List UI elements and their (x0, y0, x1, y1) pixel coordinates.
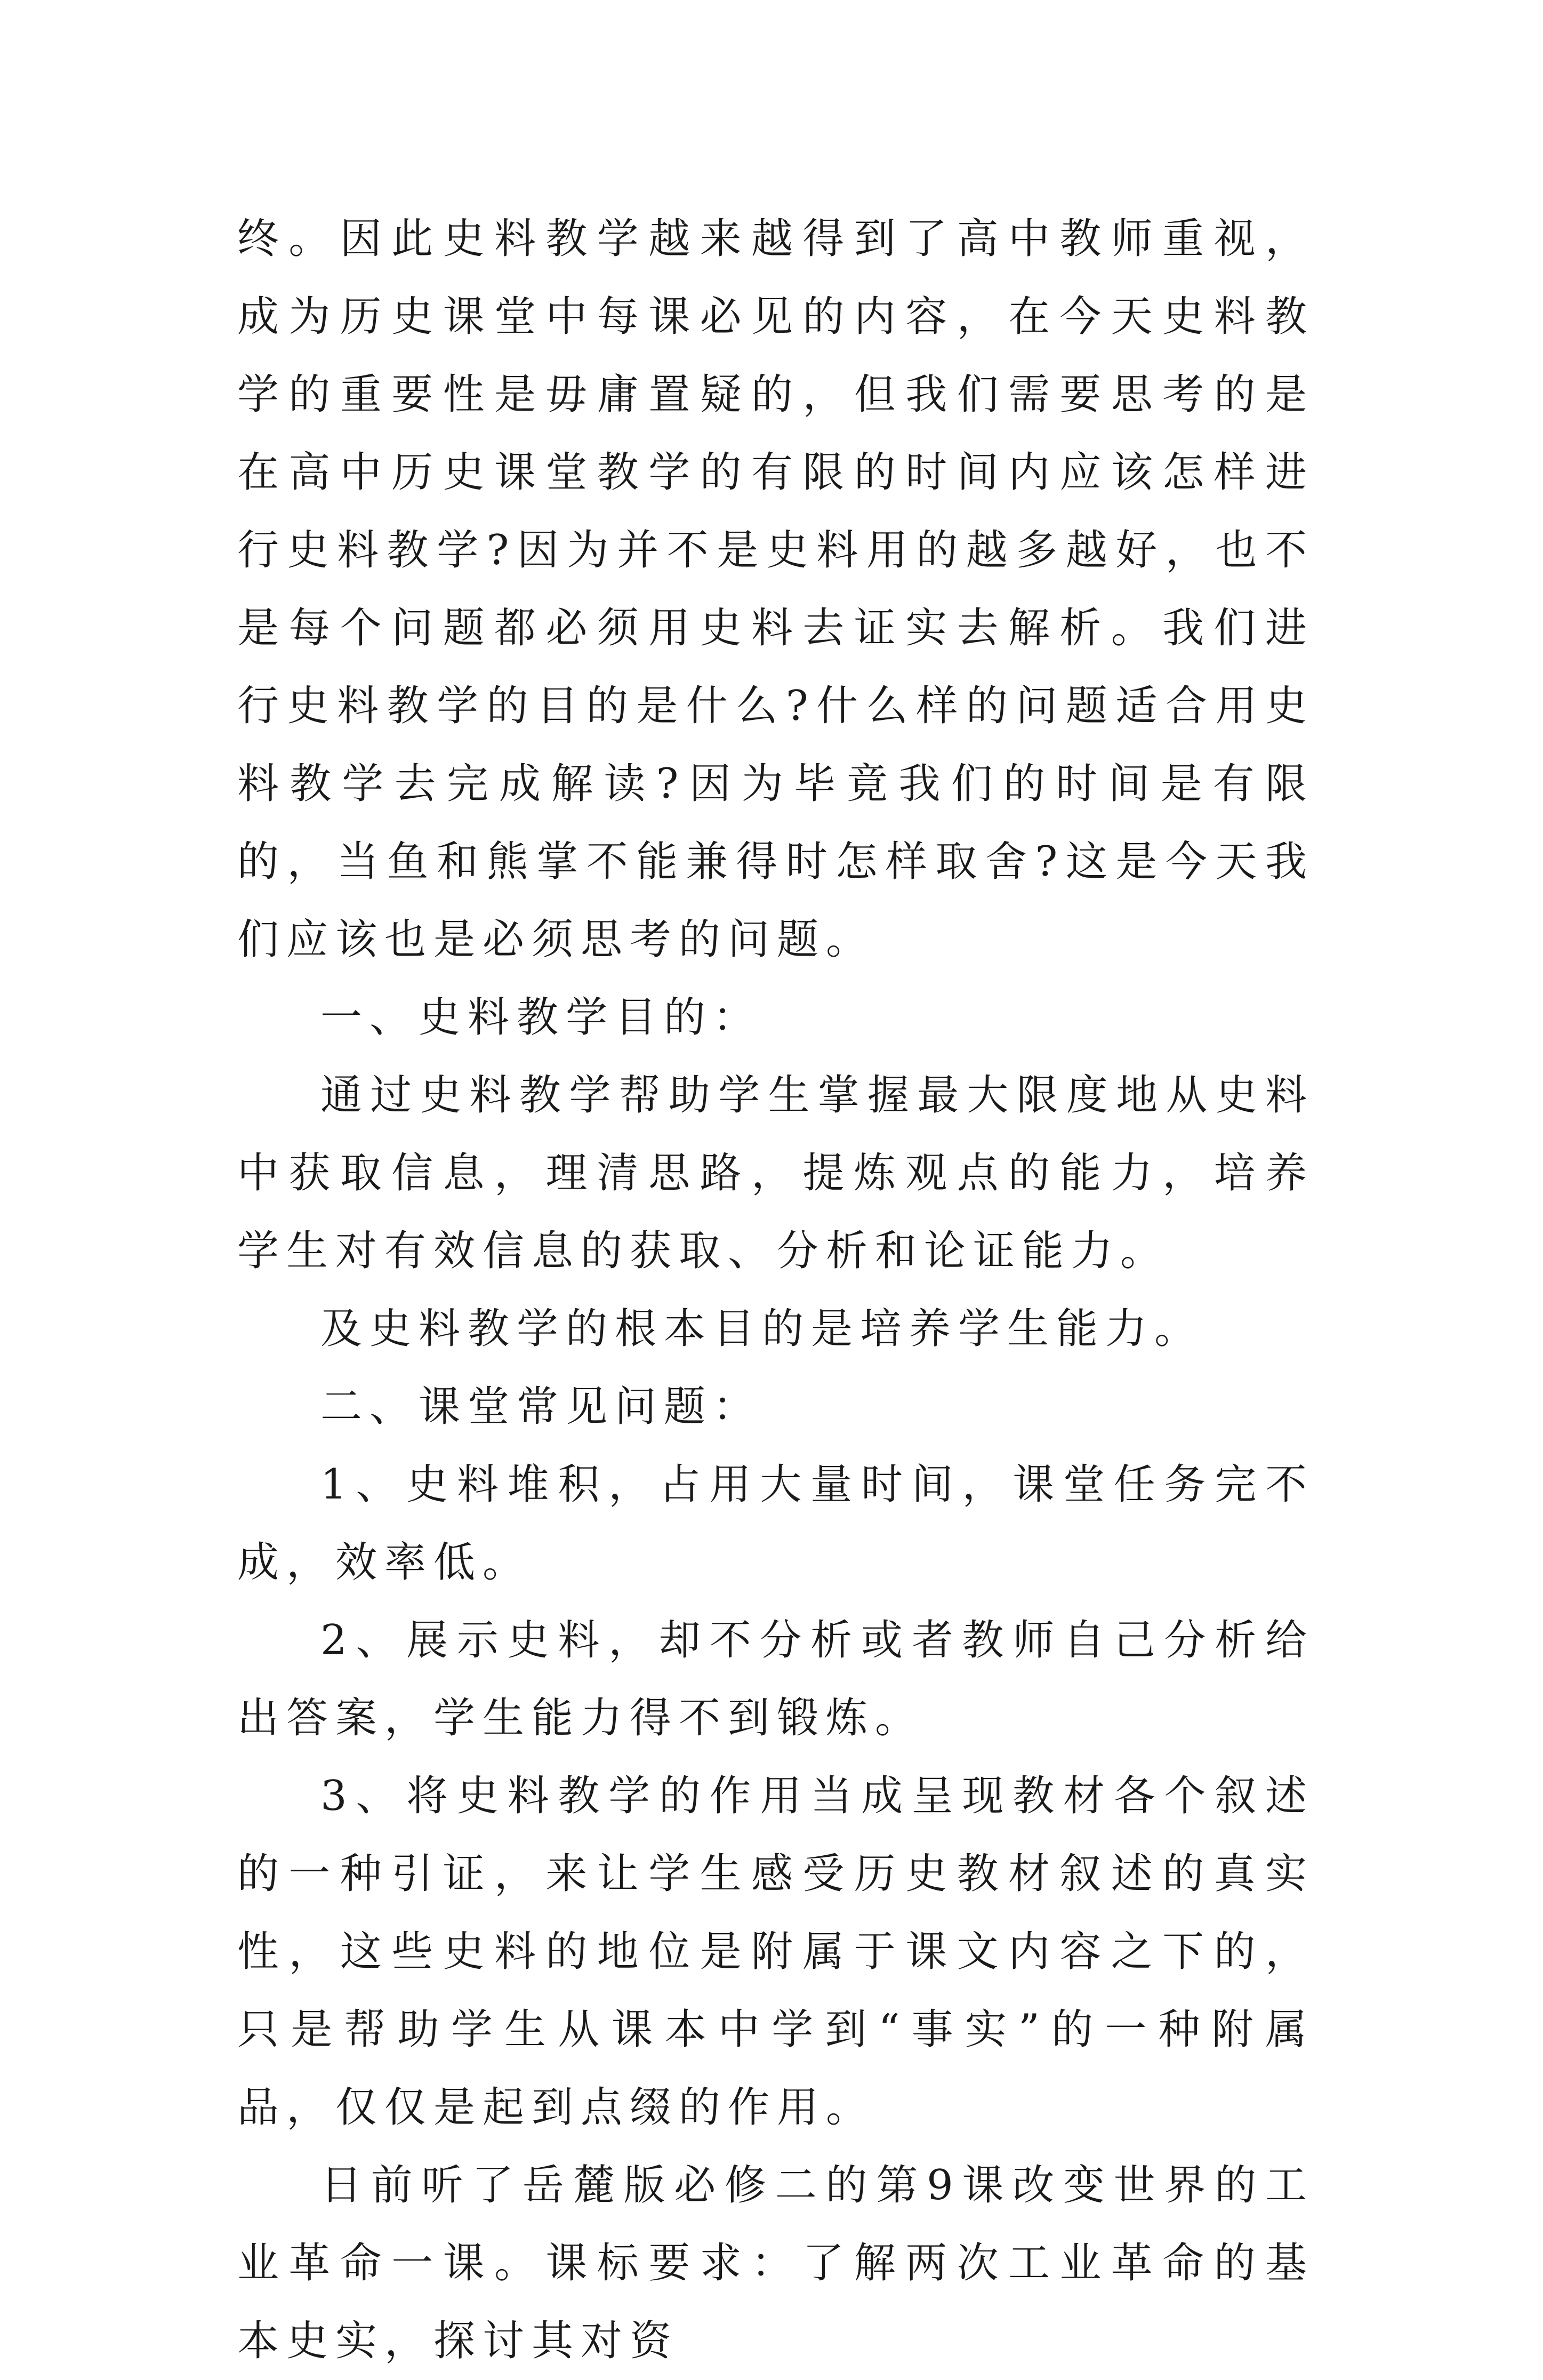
paragraph-fundamental-purpose: 及史料教学的根本目的是培养学生能力。 (320, 1305, 1204, 1353)
document-body (237, 200, 1314, 2380)
paragraph-lesson-observation: 日前听了岳麓版必修二的第9课改变世界的工业革命一课。课标要求：了解两次工业革命的基本史实，探讨其对资 (237, 2161, 1314, 2365)
list-item-problem-2: 2、展示史料，却不分析或者教师自己分析给出答案，学生能力得不到锻炼。 (237, 1616, 1314, 1742)
list-item-problem-1: 1、史料堆积，占用大量时间，课堂任务完不成，效率低。 (237, 1461, 1314, 1586)
heading-common-problems: 二、课堂常见问题： (320, 1383, 762, 1431)
list-item-problem-3: 3、将史料教学的作用当成呈现教材各个叙述的一种引证，来让学生感受历史教材叙述的真实性，这些史料的地位是附属于课文内容之下的，只是帮助学生从课本中学到“事实”的一种附属品，仅仅是起到点缀的作用。 (237, 1772, 1314, 2131)
paragraph-teaching-purpose: 通过史料教学帮助学生掌握最大限度地从史料中获取信息，理清思路，提炼观点的能力，培养学生对有效信息的获取、分析和论证能力。 (237, 1071, 1314, 1275)
heading-teaching-purpose: 一、史料教学目的： (320, 993, 762, 1041)
paragraph-1: 终。因此史料教学越来越得到了高中教师重视，成为历史课堂中每课必见的内容，在今天史料教学的重要性是毋庸置疑的，但我们需要思考的是在高中历史课堂教学的有限的时间内应该怎样进行史料教学?因为并不是史料用的越多越好，也不是每个问题都必须用史料去证实去解析。我们进行史料教学的目的是什么?什么样的问题适合用史料教学去完成解读?因为毕竟我们的时间是有限的，当鱼和熊掌不能兼得时怎样取舍?这是今天我们应该也是必须思考的问题。 (237, 215, 1314, 964)
